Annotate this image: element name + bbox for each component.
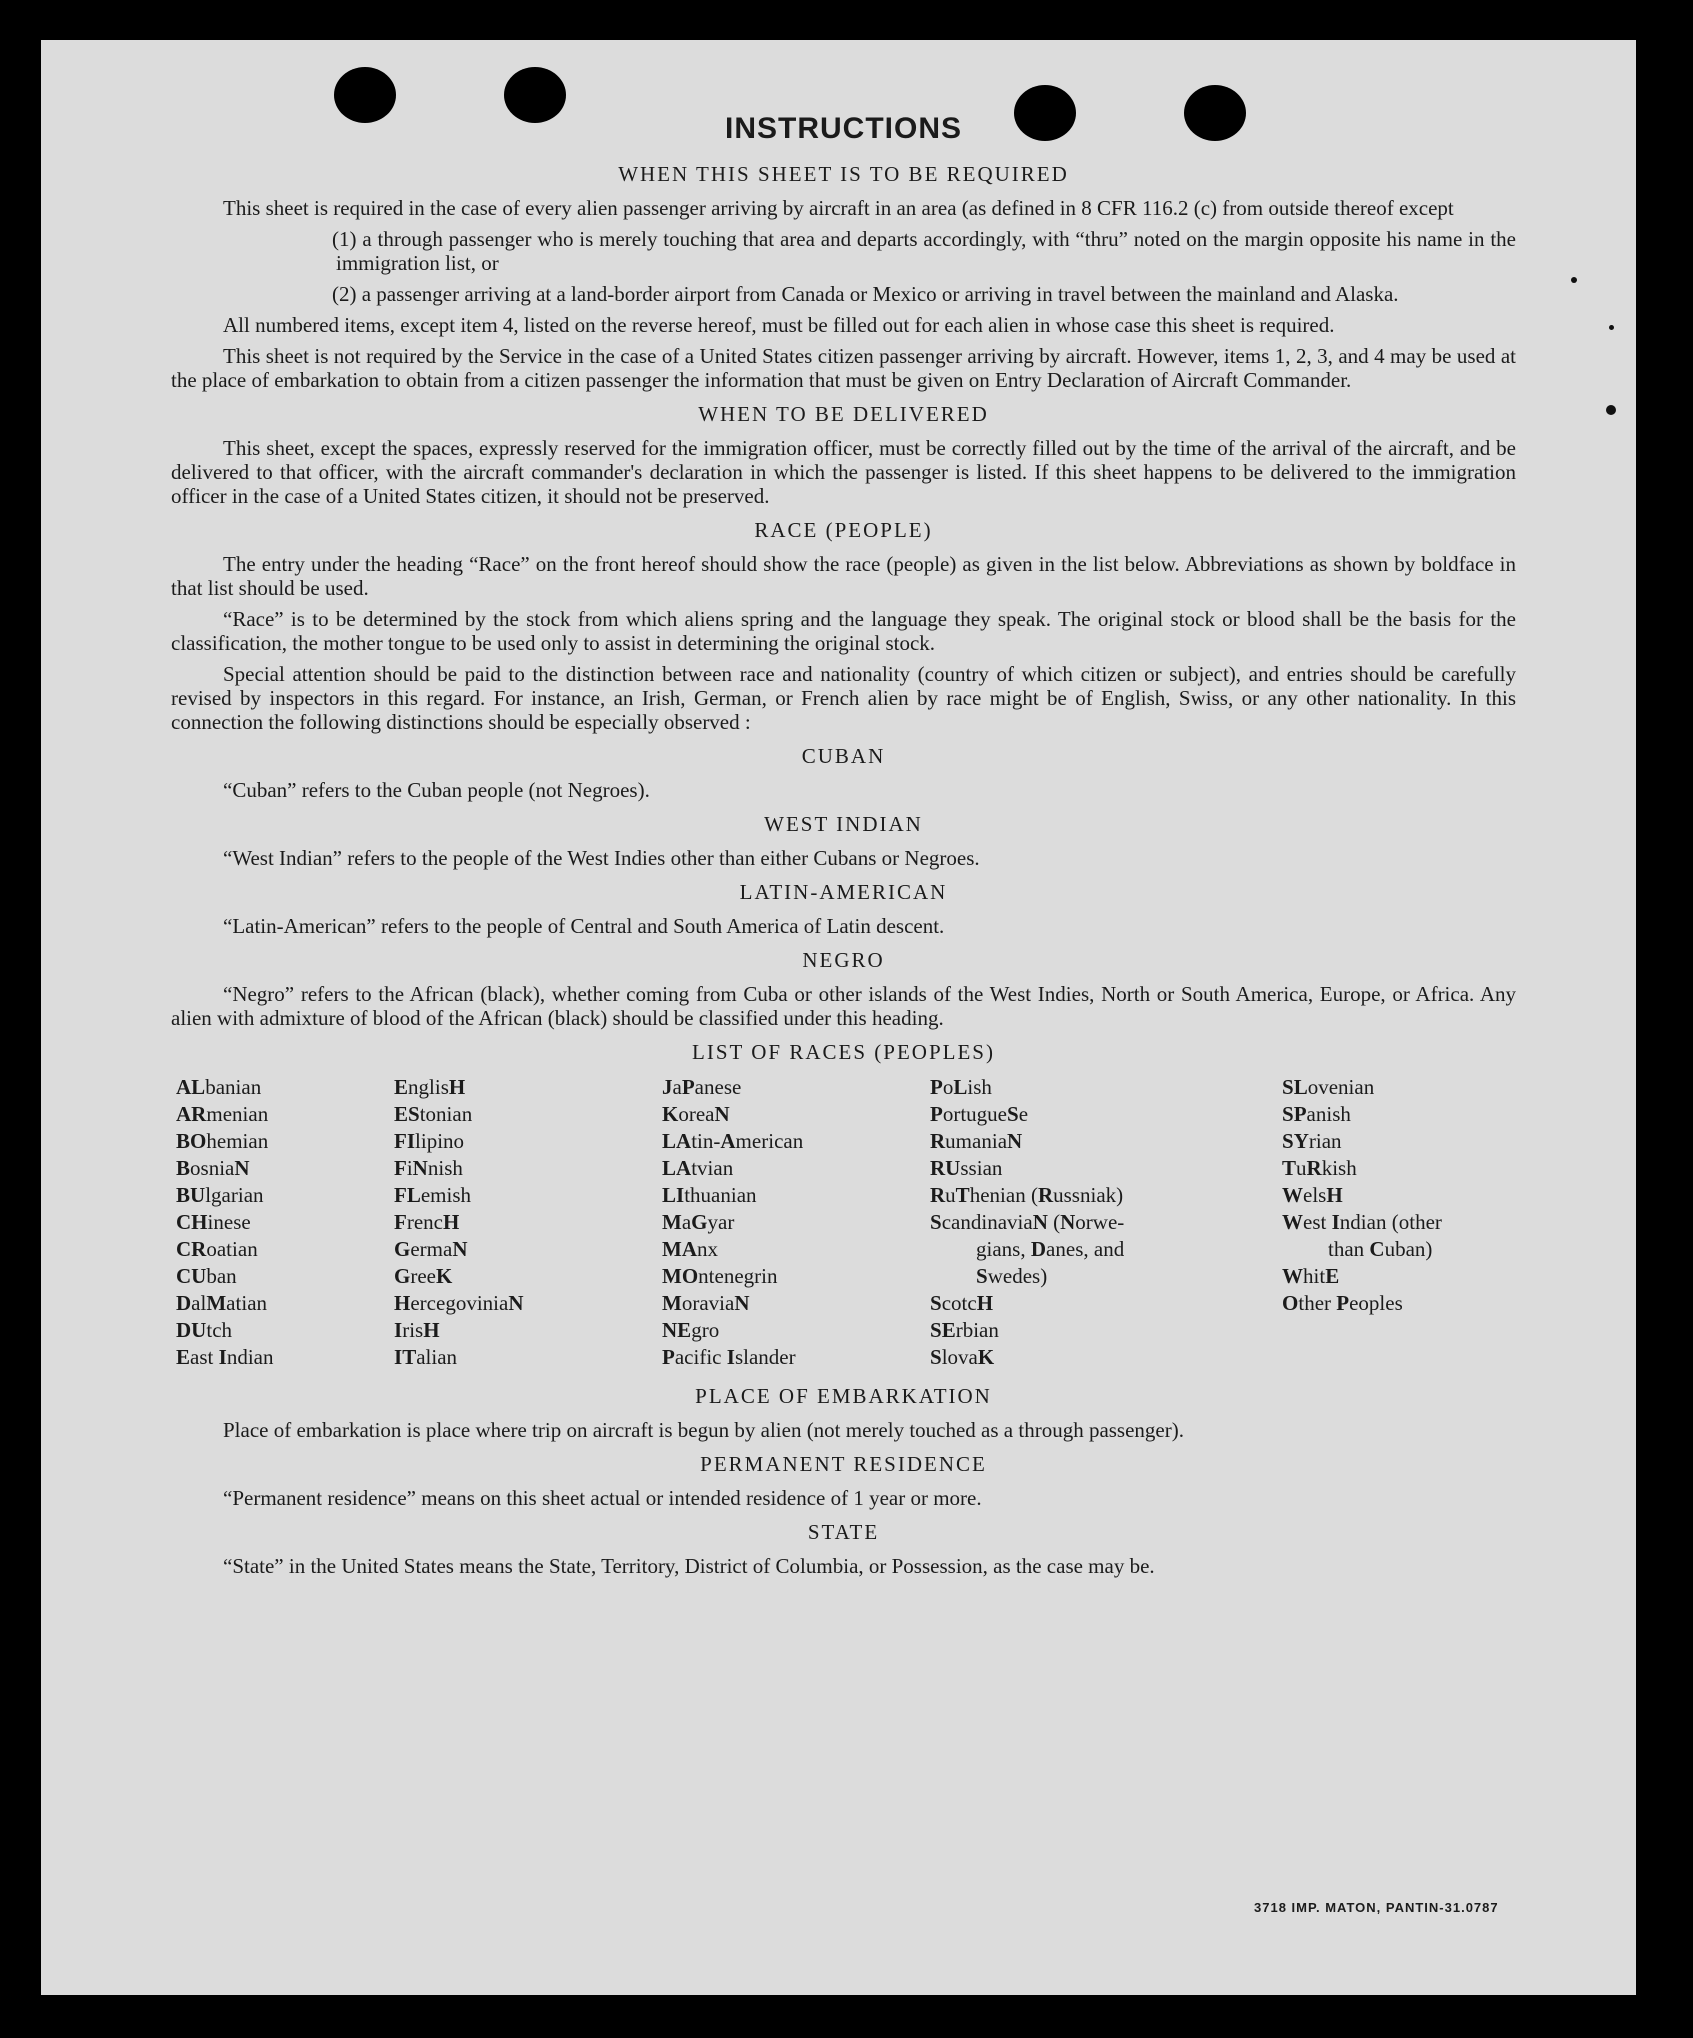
race-entry: SlovaK xyxy=(930,1345,995,1369)
race-entry: MoraviaN xyxy=(662,1291,750,1315)
race-entry: LIthuanian xyxy=(662,1183,757,1207)
printer-mark: 3718 IMP. MATON, PANTIN-31.0787 xyxy=(1254,1900,1499,1915)
paragraph: “Race” is to be determined by the stock from which aliens spring and the language they speak. The original stock or blood shall be the basis for the classification, the mother tongue to be used only to assist in determining the original stock. xyxy=(171,607,1516,655)
document-sheet xyxy=(41,40,1636,1995)
race-entry: JaPanese xyxy=(662,1075,742,1099)
speck xyxy=(1571,277,1577,283)
race-entry: Pacific Islander xyxy=(662,1345,796,1369)
race-entry: RuThenian (Russniak) xyxy=(930,1183,1124,1207)
paragraph: “Negro” refers to the African (black), whether coming from Cuba or other islands of the West Indies, North or South America, Europe, or Africa. Any alien with admixture of blood of the African (black) should be classified under this heading. xyxy=(171,982,1516,1030)
section-heading: WHEN TO BE DELIVERED xyxy=(698,402,989,426)
race-entry: TuRkish xyxy=(1282,1156,1357,1180)
section-heading: PLACE OF EMBARKATION xyxy=(695,1384,992,1408)
race-entry: East Indian xyxy=(176,1345,274,1369)
instructions-content xyxy=(171,110,1516,1585)
races-column xyxy=(394,1074,524,1371)
race-entry: PortugueSe xyxy=(930,1102,1029,1126)
race-entry: MAnx xyxy=(662,1237,718,1261)
race-entry: FiNnish xyxy=(394,1156,463,1180)
races-column xyxy=(1282,1074,1442,1317)
races-column xyxy=(176,1074,273,1371)
section-heading: PERMANENT RESIDENCE xyxy=(700,1452,987,1476)
paragraph: “Latin-American” refers to the people of Central and South America of Latin descent. xyxy=(223,914,945,938)
races-list xyxy=(171,1074,1516,1374)
race-entry: CUban xyxy=(176,1264,237,1288)
race-entry: BosniaN xyxy=(176,1156,250,1180)
race-entry: FrencH xyxy=(394,1210,460,1234)
race-entry: West Indian (other xyxy=(1282,1210,1442,1234)
race-entry: gians, Danes, and xyxy=(976,1237,1125,1261)
race-entry: ARmenian xyxy=(176,1102,269,1126)
section-heading: NEGRO xyxy=(802,948,885,972)
race-entry: ScandinaviaN (Norwe- xyxy=(930,1210,1125,1234)
race-entry: MOntenegrin xyxy=(662,1264,778,1288)
paragraph: All numbered items, except item 4, listed on the reverse hereof, must be filled out for each alien in whose case this sheet is required. xyxy=(223,313,1335,337)
races-column xyxy=(930,1074,1124,1371)
race-entry: EnglisH xyxy=(394,1075,466,1099)
paragraph: This sheet is not required by the Service in the case of a United States citizen passenger arriving by aircraft. However, items 1, 2, 3, and 4 may be used at the place of embarkation to obtain from a citizen passenger the information that must be given on Entry Declaration of Aircraft Commander. xyxy=(171,344,1516,392)
race-entry: NEgro xyxy=(662,1318,720,1342)
race-entry: LAtvian xyxy=(662,1156,734,1180)
race-entry: than Cuban) xyxy=(1328,1237,1433,1261)
race-entry: FLemish xyxy=(394,1183,472,1207)
section-heading: LATIN-AMERICAN xyxy=(739,880,948,904)
races-column xyxy=(662,1074,803,1371)
section-heading: RACE (PEOPLE) xyxy=(754,518,933,542)
race-entry: Other Peoples xyxy=(1282,1291,1403,1315)
race-entry: FIlipino xyxy=(394,1129,465,1153)
list-item: (1) a through passenger who is merely touching that area and departs accordingly, with “thru” noted on the margin opposite his name in the immigration list, or xyxy=(332,227,1516,275)
race-entry: GreeK xyxy=(394,1264,453,1288)
race-entry: RUssian xyxy=(930,1156,1003,1180)
race-entry: RumaniaN xyxy=(930,1129,1023,1153)
race-entry: IrisH xyxy=(394,1318,440,1342)
race-entry: ScotcH xyxy=(930,1291,994,1315)
race-entry: CRoatian xyxy=(176,1237,258,1261)
list-item: (2) a passenger arriving at a land-border airport from Canada or Mexico or arriving in travel between the mainland and Alaska. xyxy=(332,282,1399,306)
race-entry: GermaN xyxy=(394,1237,468,1261)
paragraph: This sheet is required in the case of every alien passenger arriving by aircraft in an area (as defined in 8 CFR 116.2 (c) from outside thereof except xyxy=(223,196,1454,220)
section-heading: LIST OF RACES (PEOPLES) xyxy=(692,1040,995,1064)
race-entry: SPanish xyxy=(1282,1102,1351,1126)
section-heading: CUBAN xyxy=(801,744,886,768)
section-heading: WHEN THIS SHEET IS TO BE REQUIRED xyxy=(618,162,1069,186)
race-entry: MaGyar xyxy=(662,1210,735,1234)
race-entry: DUtch xyxy=(176,1318,233,1342)
paragraph: “West Indian” refers to the people of the West Indies other than either Cubans or Negroes. xyxy=(223,846,980,870)
race-entry: SLovenian xyxy=(1282,1075,1375,1099)
race-entry: HercegoviniaN xyxy=(394,1291,524,1315)
race-entry: PoLish xyxy=(930,1075,992,1099)
paragraph: “State” in the United States means the State, Territory, District of Columbia, or Possession, as the case may be. xyxy=(223,1554,1155,1578)
race-entry: CHinese xyxy=(176,1210,251,1234)
race-entry: BUlgarian xyxy=(176,1183,264,1207)
section-heading: WEST INDIAN xyxy=(764,812,923,836)
race-entry: SYrian xyxy=(1282,1129,1342,1153)
paragraph: “Cuban” refers to the Cuban people (not Negroes). xyxy=(223,778,650,802)
race-entry: EStonian xyxy=(394,1102,473,1126)
race-entry: WelsH xyxy=(1282,1183,1343,1207)
race-entry: Swedes) xyxy=(976,1264,1048,1288)
paragraph: This sheet, except the spaces, expressly reserved for the immigration officer, must be correctly filled out by the time of the arrival of the aircraft, and be delivered to that officer, with the aircraft commander's declaration in which the passenger is listed. If this sheet happens to be delivered to the immigration officer in the case of a United States citizen, it should not be preserved. xyxy=(171,436,1516,508)
paragraph: Place of embarkation is place where trip on aircraft is begun by alien (not merely touched as a through passenger). xyxy=(223,1418,1184,1442)
race-entry: DalMatian xyxy=(176,1291,268,1315)
race-entry: ITalian xyxy=(394,1345,458,1369)
speck xyxy=(1609,325,1614,330)
race-entry: SErbian xyxy=(930,1318,999,1342)
paragraph: “Permanent residence” means on this sheet actual or intended residence of 1 year or more. xyxy=(223,1486,982,1510)
paragraph: The entry under the heading “Race” on the front hereof should show the race (people) as given in the list below. Abbreviations as shown by boldface in that list should be used. xyxy=(171,552,1516,600)
race-entry: WhitE xyxy=(1282,1264,1340,1288)
section-heading: STATE xyxy=(807,1520,880,1544)
race-entry: BOhemian xyxy=(176,1129,269,1153)
race-entry: ALbanian xyxy=(176,1075,262,1099)
race-entry: LAtin-American xyxy=(662,1129,804,1153)
speck xyxy=(1606,405,1616,415)
paragraph: Special attention should be paid to the distinction between race and nationality (country of which citizen or subject), and entries should be carefully revised by inspectors in this regard. For instance, an Irish, German, or French alien by race might be of English, Swiss, or any other nationality. In this connection the following distinctions should be especially observed : xyxy=(171,662,1516,734)
race-entry: KoreaN xyxy=(662,1102,730,1126)
page-title: INSTRUCTIONS xyxy=(725,112,962,145)
